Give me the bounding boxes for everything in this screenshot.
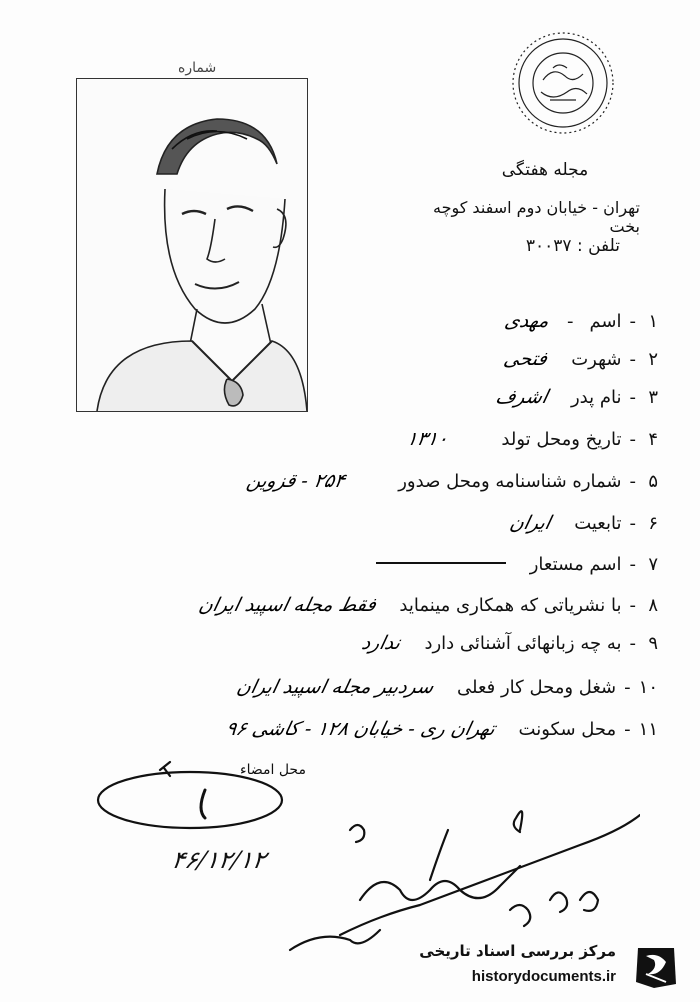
item-label: با نشریاتی که همکاری مینماید: [399, 595, 622, 616]
form-item: ۹ - به چه زبانهائی آشنائی دارد ندارد: [359, 632, 658, 654]
item-value: اشرف: [493, 386, 550, 408]
form-item: ۳ - نام پدر اشرف: [493, 386, 658, 408]
item-number: ۵: [648, 471, 658, 492]
publication-address: تهران - خیابان دوم اسفند کوچه بخت: [432, 198, 640, 236]
item-label: محل سکونت: [518, 719, 617, 740]
archive-watermark: [408, 938, 688, 994]
watermark-url: historydocuments.ir: [471, 968, 616, 985]
form-item: ۶ - تابعیت ایران: [507, 512, 658, 534]
item-label: شهرت: [571, 349, 622, 370]
publication-name: مجله هفتگی: [501, 160, 589, 180]
watermark-title: مرکز بررسی اسناد تاریخی: [419, 942, 616, 960]
item-value: فقط مجله اسپید ایران: [196, 594, 378, 616]
empty-answer-line: [376, 562, 506, 564]
form-item: ۱۱ - محل سکونت تهران ری - خیابان ۱۲۸ - کاشی ۹۶: [223, 718, 658, 740]
item-value: ۱۳۱۰: [404, 428, 450, 450]
item-number: ۷: [648, 554, 658, 575]
item-value: تهران ری - خیابان ۱۲۸ - کاشی ۹۶: [223, 718, 497, 740]
item-number: ۴: [648, 429, 658, 450]
signature-label: محل امضاء: [240, 762, 306, 778]
item-number: ۳: [648, 387, 658, 408]
item-number: ۸: [648, 595, 658, 616]
archive-logo-icon: [632, 944, 680, 990]
form-item: ۱۰ - شغل ومحل کار فعلی سردبیر مجله اسپید ایران: [234, 676, 658, 698]
item-value: ندارد: [359, 632, 403, 654]
item-label: شغل ومحل کار فعلی: [457, 677, 617, 698]
item-value: مهدی: [502, 310, 552, 332]
form-item: ۱ - اسم - مهدی: [502, 310, 658, 332]
form-item: ۲ - شهرت فتحی: [501, 348, 658, 370]
signature-date: ۴۶/۱۲/۱۲: [169, 846, 268, 874]
item-label: نام پدر: [570, 387, 622, 408]
item-number: ۶: [648, 513, 658, 534]
item-value: فتحی: [501, 348, 550, 370]
item-label: اسم مستعار: [529, 554, 622, 575]
item-label: تاریخ ومحل تولد: [501, 429, 622, 450]
item-value: ۲۵۴ - قزوین: [244, 470, 347, 492]
photo-label: شماره: [178, 60, 217, 76]
stamp-seal-icon: [508, 28, 618, 138]
item-value: ایران: [507, 512, 553, 534]
item-number: ۱۰: [638, 677, 658, 698]
portrait-image: [77, 79, 307, 411]
item-number: ۱۱: [638, 719, 658, 740]
form-item: ۸ - با نشریاتی که همکاری مینماید فقط مجله اسپید ایران: [196, 594, 658, 616]
form-item: ۵ - شماره شناسنامه ومحل صدور ۲۵۴ - قزوین: [244, 470, 658, 492]
phone-label: تلفن :: [576, 236, 620, 256]
item-label: به چه زبانهائی آشنائی دارد: [424, 633, 622, 654]
applicant-photo: [76, 78, 308, 412]
phone-number: ۳۰۰۳۷: [525, 236, 572, 256]
item-value: سردبیر مجله اسپید ایران: [234, 676, 436, 698]
item-label: اسم: [589, 311, 622, 332]
item-number: ۲: [648, 349, 658, 370]
item-label: تابعیت: [574, 513, 622, 534]
item-number: ۱: [648, 311, 658, 332]
item-label: شماره شناسنامه ومحل صدور: [398, 471, 622, 492]
item-number: ۹: [648, 633, 658, 654]
publication-phone: [420, 236, 620, 256]
form-item: ۴ - تاریخ ومحل تولد ۱۳۱۰: [404, 428, 658, 450]
form-item: ۷ - اسم مستعار: [376, 554, 658, 575]
